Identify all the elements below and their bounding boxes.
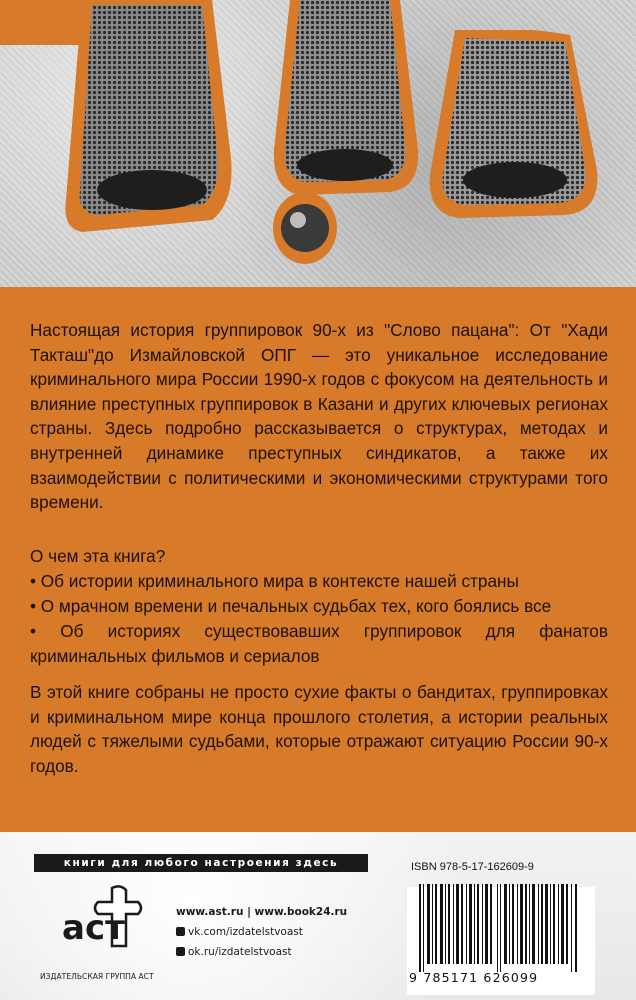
thimble-left-image bbox=[62, 0, 232, 240]
ast-logo bbox=[40, 884, 160, 981]
thimble-right-image bbox=[425, 30, 600, 220]
bullet-item: • О мрачном времени и печальных судьбах тех, кого боялись все bbox=[30, 596, 552, 616]
publisher-footer bbox=[0, 832, 636, 1000]
barcode-digits: 9 785171 626099 bbox=[409, 970, 539, 985]
bullet-item: • Об истории криминального мира в контексте нашей страны bbox=[30, 571, 519, 591]
ball-image bbox=[272, 190, 338, 266]
bullet-item: • Об историях существовавших группировок для фанатов криминальных фильмов и сериалов bbox=[30, 621, 608, 666]
barcode-image bbox=[411, 884, 591, 972]
closing-paragraph: В этой книге собраны не просто сухие факты о бандитах, группировках и криминальном мире конца прошлого столетия, а истории реальных людей с тяжелыми судьбами, которые отражают ситуацию России 90-х годов. bbox=[30, 682, 608, 776]
description-panel bbox=[0, 287, 636, 832]
thimbles-photo bbox=[0, 0, 636, 287]
intro-paragraph: Настоящая история группировок 90-х из "Слово пацана": От "Хади Такташ"до Измайловской ОПГ — это уникальное исследование криминального мира России 1990-х годов с фокусом на деятельность и влияние преступных группировок в Казани и других ключевых регионах страны. Здесь подробно рассказывается о структурах, методах и внутренней динамике преступных синдикатов, а также их взаимодействии с политическими и экономическими структурами того времени. bbox=[30, 320, 608, 513]
ok-icon bbox=[176, 947, 185, 956]
ok-link[interactable]: ok.ru/izdatelstvoast bbox=[176, 942, 347, 962]
vk-icon bbox=[176, 927, 185, 936]
thimble-center-image bbox=[270, 0, 420, 200]
vk-link[interactable]: vk.com/izdatelstvoast bbox=[176, 922, 347, 942]
question-heading: О чем эта книга? bbox=[30, 546, 166, 566]
website-link[interactable]: www.ast.ru | www.book24.ru bbox=[176, 906, 348, 918]
publisher-subtitle: ИЗДАТЕЛЬСКАЯ ГРУППА АСТ bbox=[40, 972, 154, 981]
logo-text: аст bbox=[62, 908, 125, 948]
isbn-label: ISBN 978-5-17-162609-9 bbox=[411, 861, 534, 873]
publisher-links bbox=[176, 902, 347, 962]
slogan-banner: книги для любого настроения здесь bbox=[34, 854, 368, 872]
